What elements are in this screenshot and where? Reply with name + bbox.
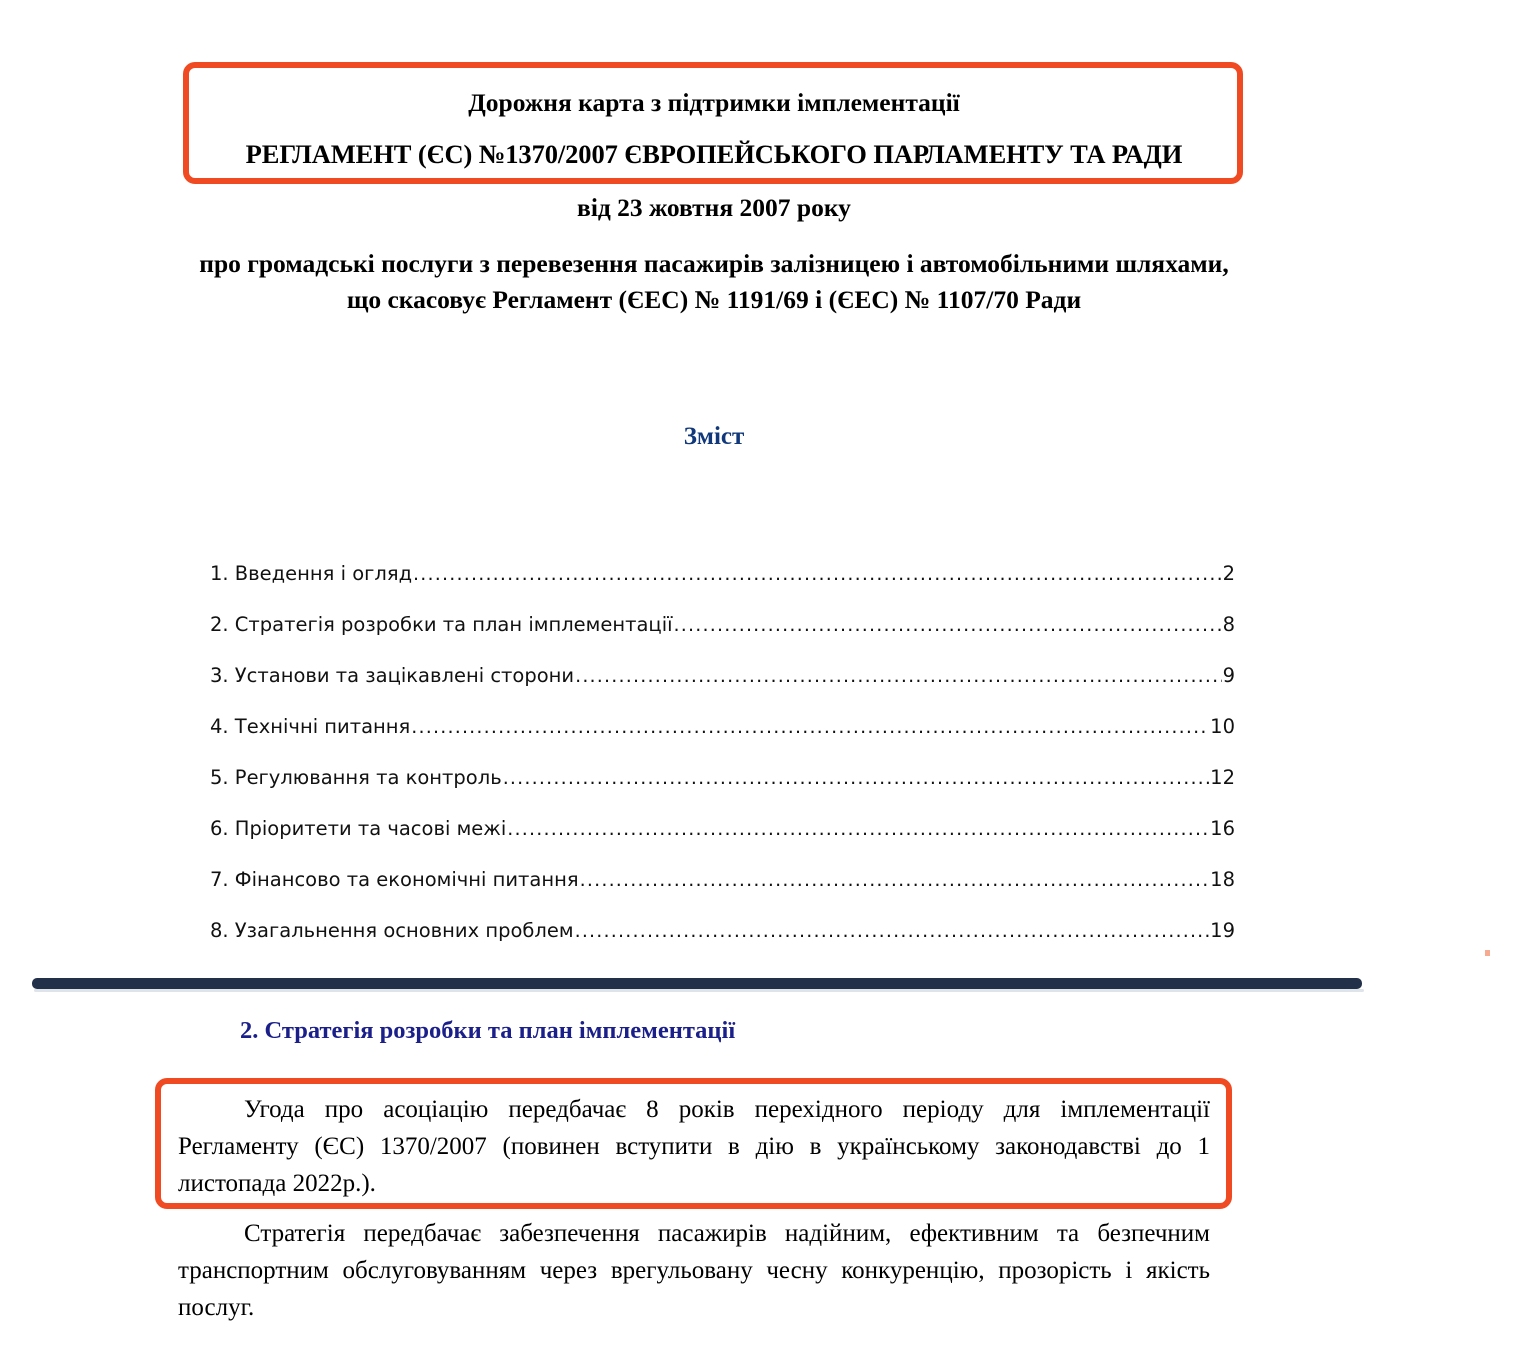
orange-speck-artifact (1485, 950, 1490, 956)
toc-entry-page: 16 (1210, 817, 1235, 840)
toc-entry-label: 8. Узагальнення основних проблем (210, 919, 574, 942)
toc-dot-leader (575, 667, 1222, 686)
toc-dot-leader (503, 769, 1209, 788)
toc-dot-leader (580, 871, 1210, 890)
toc-entry-page: 10 (1210, 715, 1235, 738)
document-title-line-1: Дорожня карта з підтримки імплементації (468, 88, 960, 117)
toc-entry[interactable] (210, 868, 1235, 919)
section-heading: 2. Стратегія розробки та план імплементації (240, 1017, 736, 1044)
toc-dot-leader (575, 922, 1210, 941)
toc-entry[interactable] (210, 766, 1235, 817)
toc-entry[interactable] (210, 919, 1235, 970)
toc-entry-label: 6. Пріоритети та часові межі (210, 817, 507, 840)
toc-entry-label: 7. Фінансово та економічні питання (210, 868, 579, 891)
toc-entry[interactable] (210, 715, 1235, 766)
document-title-line-2: РЕГЛАМЕНТ (ЄС) №1370/2007 ЄВРОПЕЙСЬКОГО ПАРЛАМЕНТУ ТА РАДИ (245, 139, 1183, 169)
body-paragraph-1: Угода про асоціацію передбачає 8 років перехідного періоду для імплементації Регламенту (ЄС) 1370/2007 (повинен вступити в дію в українському законодавстві до 1 листопада 2022р.). (178, 1096, 1210, 1197)
toc-dot-leader (507, 820, 1209, 839)
toc-entry-page: 12 (1210, 766, 1235, 789)
section-divider-shadow (34, 989, 1364, 992)
toc-entry-page: 18 (1210, 868, 1235, 891)
toc-entry-label: 2. Стратегія розробки та план імплементації (210, 613, 673, 636)
toc-dot-leader (674, 616, 1222, 635)
toc-entry-page: 9 (1222, 664, 1235, 687)
toc-entry-page: 2 (1222, 562, 1235, 585)
document-subtitle-line: про громадські послуги з перевезення пасажирів залізницею і автомобільними шляхами, що скасовує Регламент (ЄЕС) № 1191/69 і (ЄЕС) № 1107/70 Ради (199, 249, 1229, 315)
table-of-contents (210, 562, 1235, 970)
toc-entry-label: 5. Регулювання та контроль (210, 766, 502, 789)
toc-entry-page: 19 (1210, 919, 1235, 942)
toc-entry-page: 8 (1222, 613, 1235, 636)
toc-entry[interactable] (210, 664, 1235, 715)
toc-entry[interactable] (210, 562, 1235, 613)
table-of-contents-heading: Зміст (683, 423, 745, 450)
toc-entry-label: 3. Установи та зацікавлені сторони (210, 664, 575, 687)
section-divider (32, 978, 1362, 989)
toc-entry[interactable] (210, 817, 1235, 868)
toc-entry[interactable] (210, 613, 1235, 664)
body-paragraph-2: Стратегія передбачає забезпечення пасажирів надійним, ефективним та безпечним транспортним обслуговуванням через врегульовану чесну конкуренцію, прозорість і якість послуг. (178, 1220, 1210, 1321)
toc-entry-label: 4. Технічні питання (210, 715, 411, 738)
toc-dot-leader (411, 718, 1209, 737)
toc-entry-label: 1. Введення і огляд (210, 562, 413, 585)
toc-dot-leader (413, 565, 1222, 584)
document-date-line: від 23 жовтня 2007 року (577, 193, 851, 222)
